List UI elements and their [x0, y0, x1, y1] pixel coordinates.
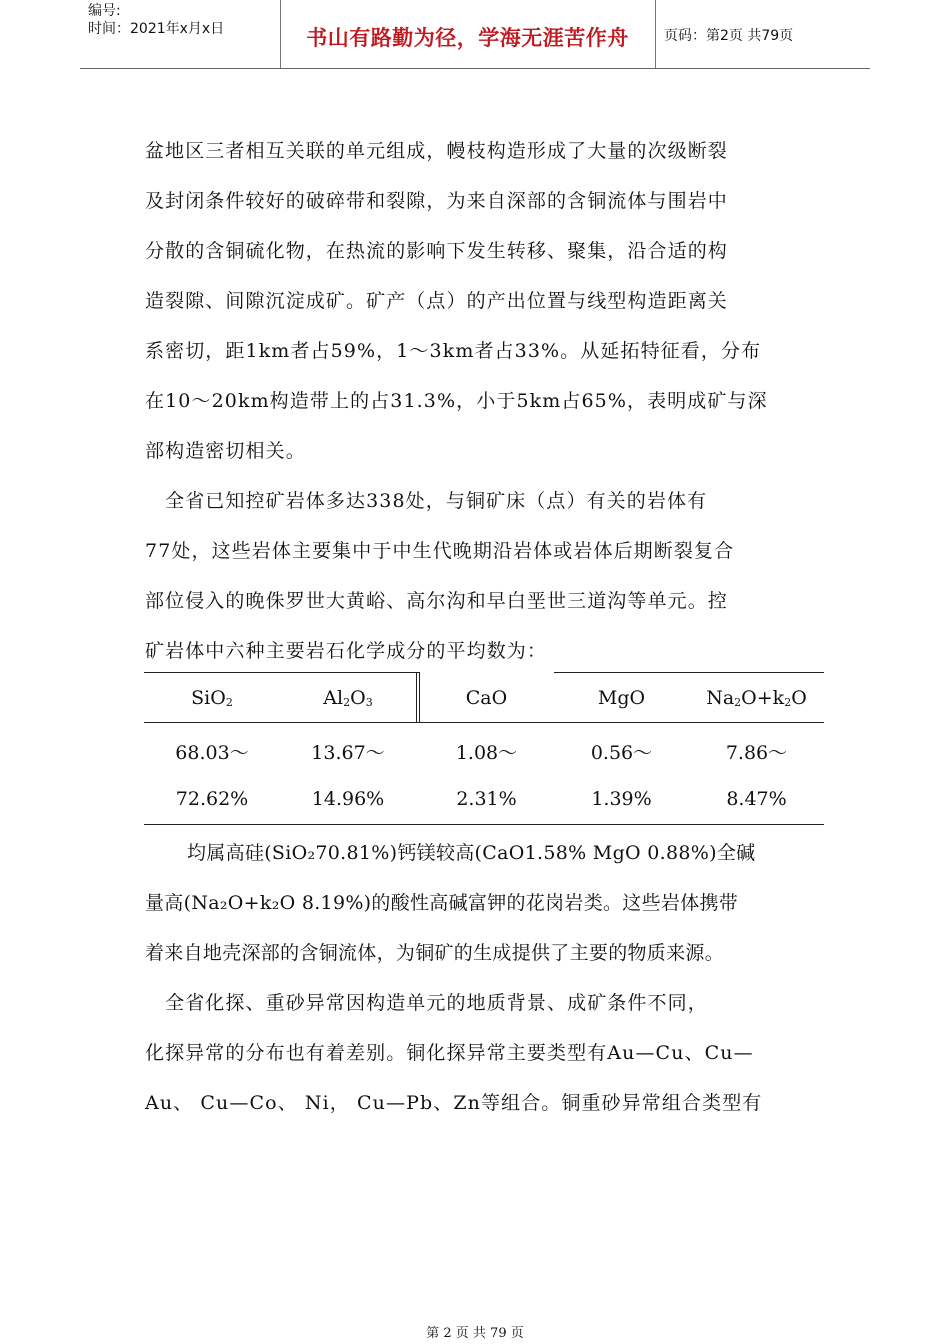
text-line: Au、 Cu—Co、 Ni， Cu—Pb、Zn等组合。铜重砂异常组合类型有 — [145, 1092, 763, 1114]
table-cell: 2.31% — [456, 788, 517, 810]
text-line: 化探异常的分布也有着差别。铜化探异常主要类型有Au—Cu、Cu— — [145, 1042, 754, 1064]
table-cell: 72.62% — [175, 788, 249, 810]
table-header-rule — [144, 722, 824, 723]
table-header-sio2: SiO$_2$ — [191, 687, 233, 709]
paragraph-rock-bodies — [145, 476, 805, 676]
table-header-na2o-k2o: $Na_2O+k_2O$ — [706, 687, 807, 709]
text-line: 盆地区三者相互关联的单元组成，幔枝构造形成了大量的次级断裂 — [145, 140, 728, 162]
text-line: 系密切，距1km者占59%，1～3km者占33%。从延拓特征看，分布 — [145, 340, 762, 362]
paragraph-structure — [145, 126, 805, 476]
text-line: 分散的含铜硫化物，在热流的影响下发生转移、聚集，沿合适的构 — [145, 240, 728, 262]
table-top-rule — [144, 672, 419, 673]
text-line: 全省已知控矿岩体多达338处，与铜矿床（点）有关的岩体有 — [145, 490, 708, 512]
text-line: 部构造密切相关。 — [145, 440, 306, 462]
table-cell: 1.39% — [591, 788, 652, 810]
serial-label: 编号: — [88, 3, 121, 19]
header-page-info: 页码：第2页 共79页 — [664, 28, 794, 44]
text-line: 均属高硅(SiO₂70.81%)钙镁较高(CaO1.58% MgO 0.88%)全碱 — [187, 842, 756, 864]
text-line: 矿岩体中六种主要岩石化学成分的平均数为： — [145, 640, 548, 662]
text-line: 着来自地壳深部的含铜流体，为铜矿的生成提供了主要的物质来源。 — [145, 942, 725, 964]
table-bottom-rule — [144, 824, 824, 825]
header-divider — [655, 0, 656, 68]
text-line: 部位侵入的晚侏罗世大黄峪、高尔沟和早白垩世三道沟等单元。控 — [145, 590, 728, 612]
table-header-al2o3: $Al_2O_3$ — [323, 687, 373, 709]
text-line: 及封闭条件较好的破碎带和裂隙，为来自深部的含铜流体与围岩中 — [145, 190, 728, 212]
text-line: 全省化探、重砂异常因构造单元的地质背景、成矿条件不同， — [145, 992, 708, 1014]
table-header-cao: CaO — [465, 687, 508, 709]
table-cell: 0.56～ — [590, 742, 653, 764]
table-column-rule — [416, 672, 417, 722]
text-line: 量高(Na₂O+k₂O 8.19%)的酸性高碱富钾的花岗岩类。这些岩体携带 — [145, 892, 739, 914]
table-cell: 68.03～ — [175, 742, 249, 764]
table-header-mgo: MgO — [597, 687, 646, 709]
table-cell: 1.08～ — [455, 742, 518, 764]
text-line: 在10～20km构造带上的占31.3%，小于5km占65%，表明成矿与深 — [145, 390, 768, 412]
table-top-rule — [554, 672, 824, 673]
text-line: 77处，这些岩体主要集中于中生代晚期沿岩体或岩体后期断裂复合 — [145, 540, 735, 562]
table-cell: 14.96% — [311, 788, 385, 810]
page-footer: 第 2 页 共 79 页 — [426, 1326, 524, 1341]
table-cell: 8.47% — [726, 788, 787, 810]
page-header — [80, 0, 870, 69]
table-cell: 13.67～ — [311, 742, 385, 764]
header-meta — [88, 2, 224, 38]
header-motto: 书山有路勤为径，学海无涯苦作舟 — [306, 26, 629, 50]
paragraph-anomalies — [145, 978, 805, 1128]
text-line: 造裂隙、间隙沉淀成矿。矿产（点）的产出位置与线型构造距离关 — [145, 290, 728, 312]
paragraph-composition — [145, 828, 805, 978]
time-label: 时间：2021年x月x日 — [88, 21, 225, 37]
table-cell: 7.86～ — [725, 742, 788, 764]
